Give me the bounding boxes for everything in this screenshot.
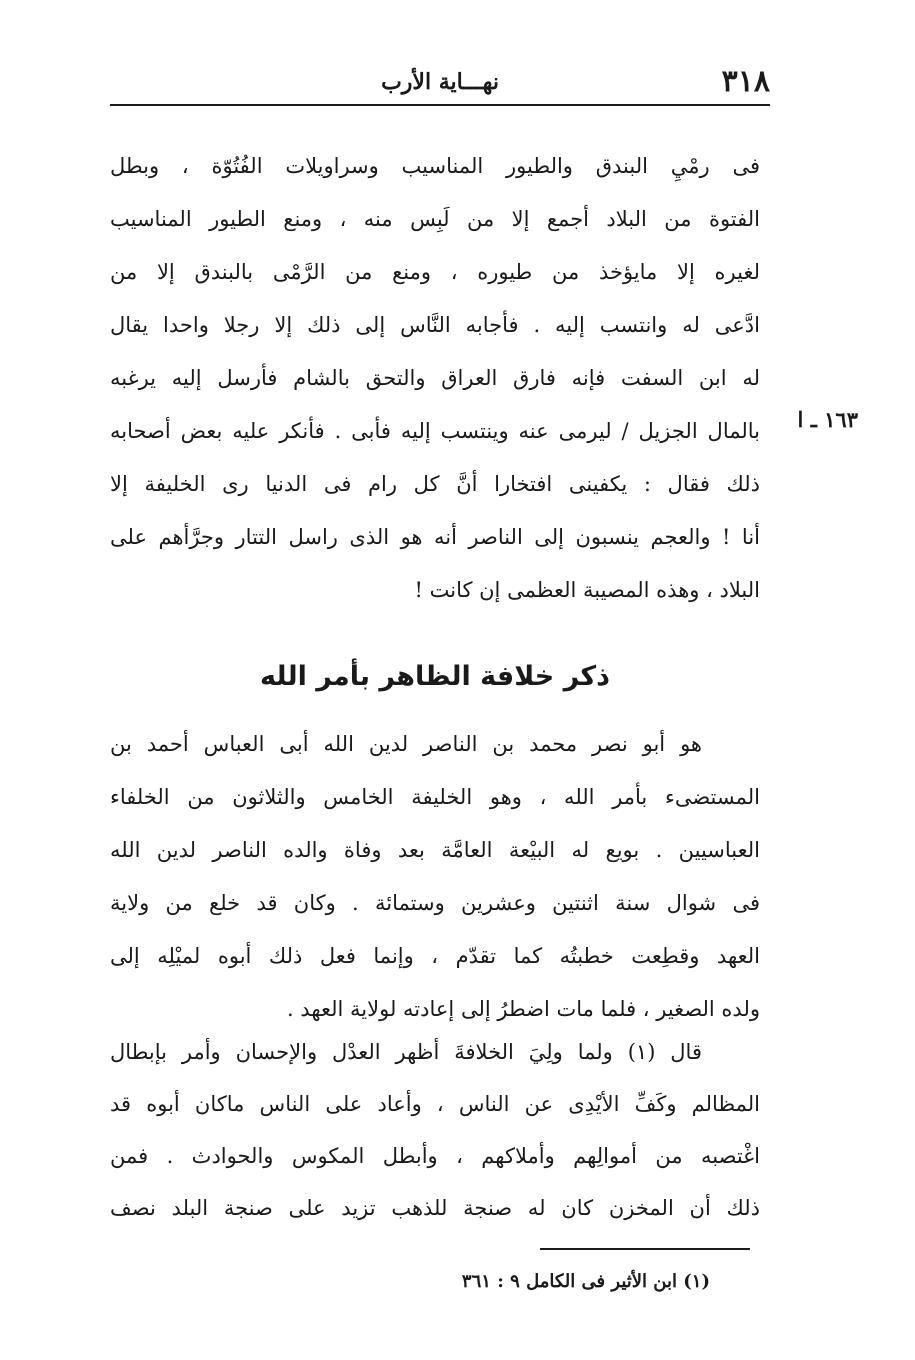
text-line: البلاد ، وهذه المصيبة العظمى إن كانت !: [414, 578, 760, 602]
paragraph-2: [110, 718, 760, 1036]
text-line: لغيره إلا مايؤخذ من طيوره ، ومنع من الرَّمْى بالبندق إلا من: [110, 260, 760, 284]
text-line: ذلك أن المخزن كان له صنجة للذهب تزيد على صنجة البلد نصف: [110, 1196, 760, 1220]
text-line: الفتوة من البلاد أجمع إلا من لَبِس منه ، ومنع الطيور المناسيب: [110, 207, 760, 231]
section-heading: ذكر خلافة الظاهر بأمر الله: [260, 661, 610, 692]
text-line: فى رمْيِ البندق والطيور المناسيب وسراويلات الفُتُوّة ، وبطل: [110, 154, 760, 178]
text-line: العباسيين . بويع له البيْعة العامَّة بعد وفاة والده الناصر لدين الله: [110, 838, 760, 862]
text-line: المظالم وكَفِّ الأيْدِى عن الناس ، وأعاد على الناس ماكان أبوه قد: [110, 1092, 760, 1116]
text-line: بالمال الجزيل / ليرمى عنه وينتسب إليه فأبى . فأنكر عليه بعض أصحابه: [110, 419, 760, 443]
margin-folio-note: ١٦٣ ـ ا: [797, 407, 858, 432]
text-line: المستضىء بأمر الله ، وهو الخليفة الخامس والثلاثون من الخلفاء: [110, 785, 760, 809]
paragraph-3: [110, 1026, 760, 1234]
text-line: قال (١) ولما ولِيَ الخلافةَ أظهر العدْل والإحسان وأمر بإبطال: [110, 1040, 702, 1064]
text-line: له ابن السفت فإنه فارق العراق والتحق بالشام فأرسل إليه يرغبه: [110, 366, 760, 390]
text-line: اغْتصبه من أموالِهم وأملاكهم ، وأبطل المكوس والحوادث . فمن: [110, 1144, 760, 1168]
text-line: فى شوال سنة اثنتين وعشرين وستمائة . وكان قد خلع من ولاية: [110, 891, 760, 915]
text-line: العهد وقطِعت خطبتُه كما تقدّم ، وإنما فعل ذلك أبوه لميْلِه إلى: [110, 944, 760, 968]
running-title: نهـــاية الأرب: [381, 69, 499, 95]
paragraph-1: [110, 140, 760, 617]
page-header: [110, 60, 770, 104]
text-line: هو أبو نصر محمد بن الناصر لدين الله أبى العباس أحمد بن: [110, 732, 702, 756]
footnote-rule: [540, 1248, 750, 1250]
text-line: أنا ! والعجم ينسبون إلى الناصر أنه هو الذى راسل التتار وجرَّأهم على: [110, 525, 760, 549]
header-rule: [110, 104, 770, 106]
text-line: ولده الصغير ، فلما مات اضطرُ إلى إعادته لولاية العهد .: [286, 997, 760, 1021]
text-line: ادَّعى له وانتسب إليه . فأجابه النَّاس إلى ذلك إلا رجلا واحدا يقال: [110, 313, 760, 337]
page-number: ٣١٨: [721, 64, 770, 99]
text-line: ذلك فقال : يكفينى افتخارا أنَّ كل رام فى الدنيا رى الخليفة إلا: [110, 472, 760, 496]
footnote: (١) ابن الأثير فى الكامل ٩ : ٣٦١: [461, 1271, 710, 1292]
